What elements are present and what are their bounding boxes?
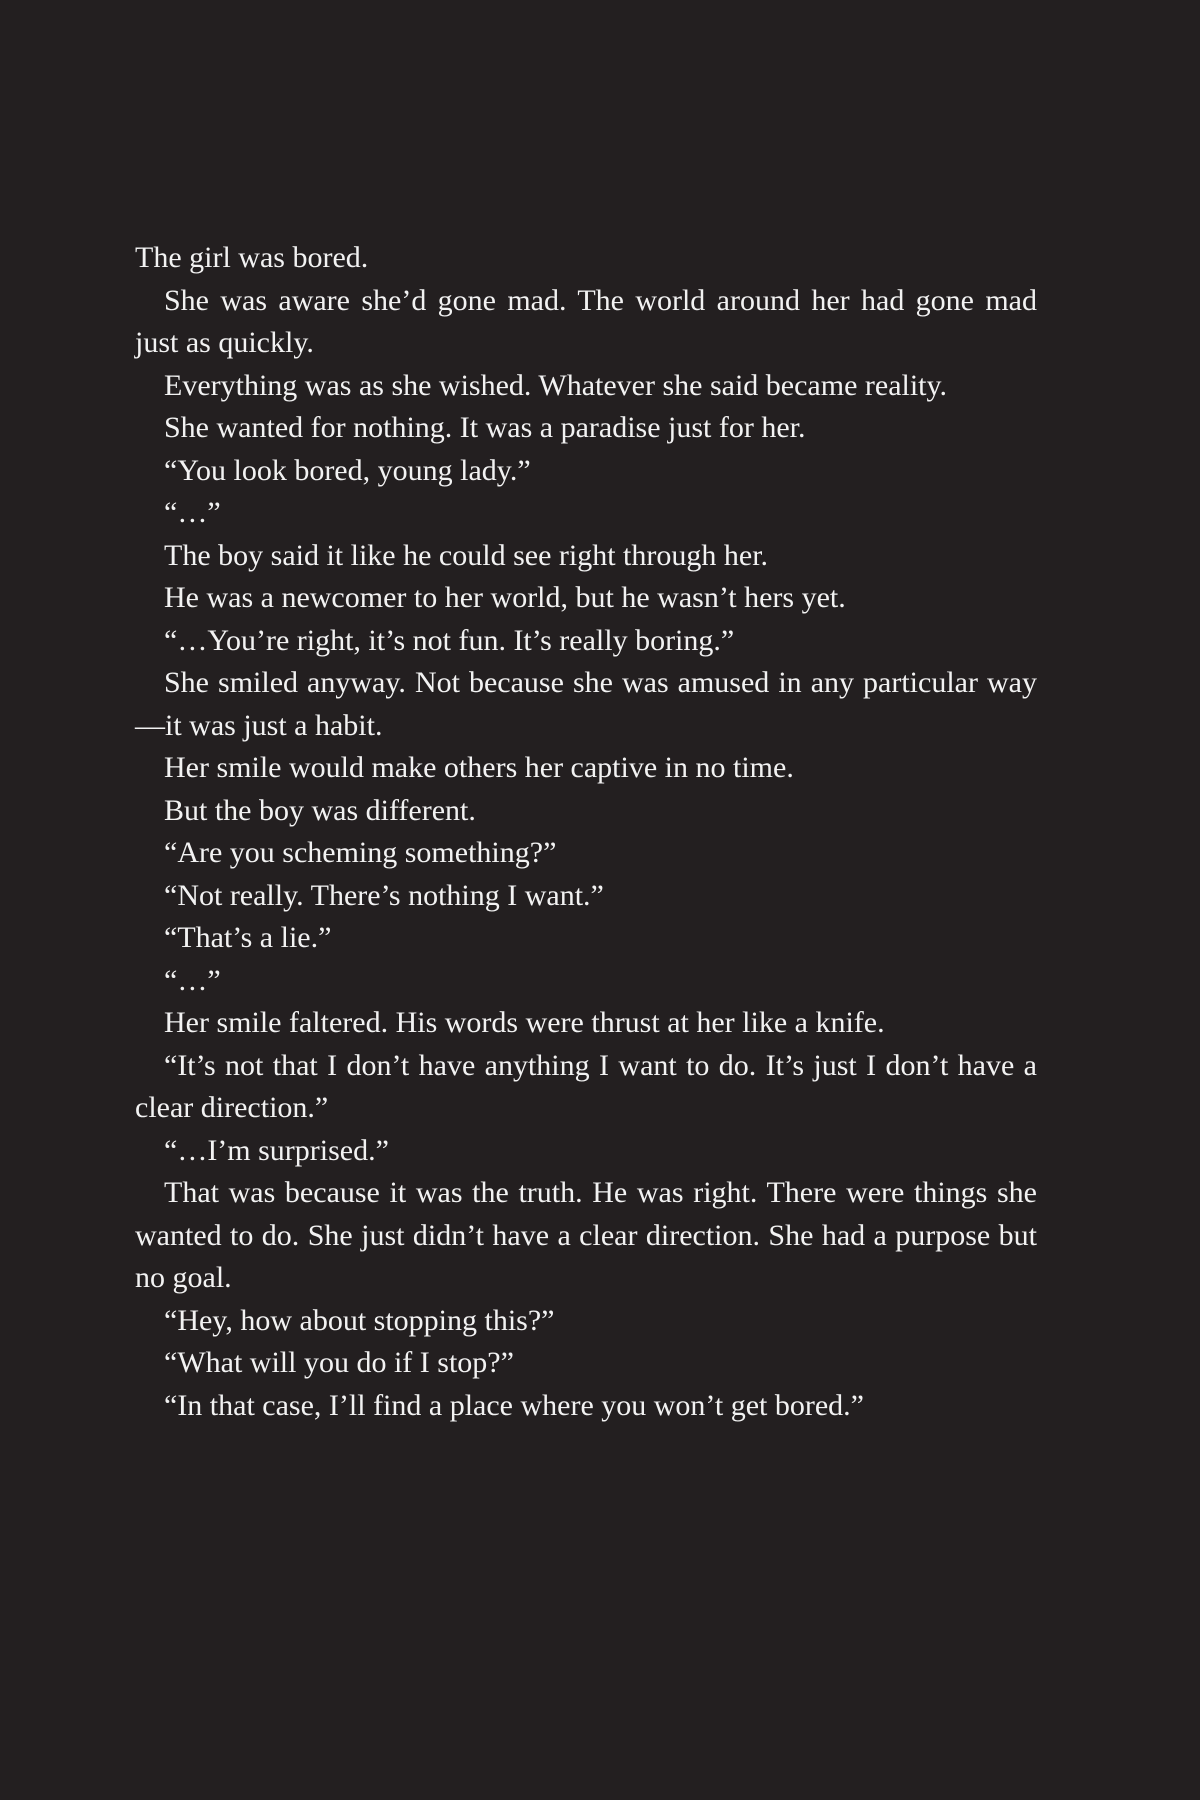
paragraph-1: The girl was bored. <box>135 241 369 274</box>
paragraph-15: “That’s a lie.” <box>164 921 332 954</box>
story-text <box>135 237 1037 1427</box>
paragraph-17: Her smile faltered. His words were thrust at her like a knife. <box>164 1006 885 1039</box>
paragraph-6: “…” <box>164 496 221 529</box>
paragraph-4: She wanted for nothing. It was a paradise just for her. <box>164 411 806 444</box>
paragraph-20: That was because it was the truth. He was right. There were things she wanted to do. She just didn’t have a clear direction. She had a purpose but no goal. <box>135 1176 1037 1294</box>
paragraph-16: “…” <box>164 963 221 997</box>
paragraph-22: “What will you do if I stop?” <box>164 1346 514 1379</box>
paragraph-8: He was a newcomer to her world, but he wasn’t hers yet. <box>164 581 846 614</box>
paragraph-10: She smiled anyway. Not because she was amused in any particular way—it was just a habit. <box>135 666 1037 742</box>
paragraph-11: Her smile would make others her captive in no time. <box>164 751 794 784</box>
paragraph-19: “…I’m surprised.” <box>164 1133 389 1167</box>
paragraph-21: “Hey, how about stopping this?” <box>164 1303 555 1337</box>
paragraph-5: “You look bored, young lady.” <box>164 453 531 487</box>
paragraph-13: “Are you scheming something?” <box>164 836 557 869</box>
paragraph-23: “In that case, I’ll find a place where you won’t get bored.” <box>164 1388 864 1422</box>
paragraph-7: The boy said it like he could see right through her. <box>164 538 769 572</box>
paragraph-18: “It’s not that I don’t have anything I want to do. It’s just I don’t have a clear direction.” <box>135 1048 1037 1124</box>
paragraph-9: “…You’re right, it’s not fun. It’s really boring.” <box>164 623 735 657</box>
paragraph-3: Everything was as she wished. Whatever she said became reality. <box>164 368 948 402</box>
paragraph-12: But the boy was different. <box>164 793 476 827</box>
paragraph-14: “Not really. There’s nothing I want.” <box>164 878 604 912</box>
paragraph-2: She was aware she’d gone mad. The world around her had gone mad just as quickly. <box>135 283 1037 359</box>
